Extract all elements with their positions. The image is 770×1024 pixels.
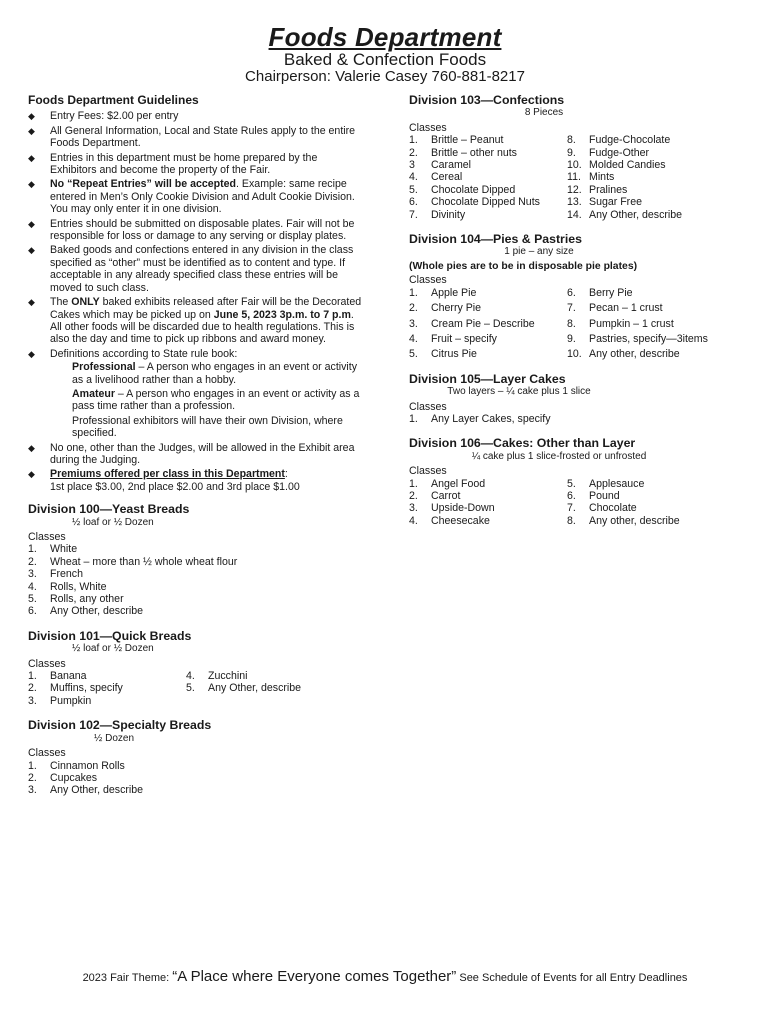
diamond-bullet-icon: ◆ bbox=[28, 348, 35, 359]
class-item bbox=[567, 209, 729, 221]
class-name: Any Other, describe bbox=[50, 605, 144, 618]
division-104 bbox=[409, 233, 729, 361]
class-item bbox=[28, 556, 364, 568]
division-title: Division 104—Pies & Pastries bbox=[409, 232, 582, 247]
class-number: 1. bbox=[409, 477, 418, 490]
class-item bbox=[567, 134, 729, 146]
class-number: 3. bbox=[409, 317, 418, 330]
class-item bbox=[567, 184, 729, 196]
class-item bbox=[186, 670, 364, 682]
class-item bbox=[28, 695, 186, 707]
division-note: ½ loaf or ½ Dozen bbox=[72, 643, 154, 655]
classes-label: Classes bbox=[409, 121, 447, 134]
class-name: White bbox=[50, 543, 78, 556]
guideline-item: ◆ Premiums offered per class in this Department: 1st place $3.00, 2nd place $2.00 and 3rd place $1.00 bbox=[28, 468, 300, 493]
class-list bbox=[28, 670, 364, 707]
class-number: 4. bbox=[186, 670, 195, 683]
class-number: 10. bbox=[567, 348, 582, 361]
definition-professional: Professional – A person who engages in an event or activity as a livelihood rather than a hobby. bbox=[72, 361, 358, 386]
class-item bbox=[28, 670, 186, 682]
class-number: 2. bbox=[409, 489, 418, 502]
class-item bbox=[567, 515, 729, 527]
division-note: ¼ cake plus 1 slice-frosted or unfrosted bbox=[471, 450, 647, 462]
footer-suffix: See Schedule of Events for all Entry Deadlines bbox=[456, 972, 688, 984]
classes-label: Classes bbox=[409, 274, 447, 287]
guideline-item: ◆ No one, other than the Judges, will be allowed in the Exhibit area during the Judging. bbox=[28, 441, 355, 466]
class-number: 5. bbox=[28, 593, 37, 606]
guideline-item: ◆ Entry Fees: $2.00 per entry bbox=[28, 110, 179, 123]
class-name: Wheat – more than ½ whole wheat flour bbox=[50, 555, 238, 568]
class-item bbox=[28, 760, 364, 772]
class-number: 7. bbox=[567, 502, 576, 515]
class-item bbox=[567, 302, 729, 314]
class-list bbox=[28, 543, 364, 617]
class-list bbox=[409, 287, 729, 361]
page-subtitle: Baked & Confection Foods bbox=[283, 50, 487, 69]
class-number: 4. bbox=[409, 171, 418, 184]
class-number: 8. bbox=[567, 514, 576, 527]
class-name: Any Other, describe bbox=[50, 784, 144, 797]
class-name: Pumpkin bbox=[50, 694, 92, 707]
class-item bbox=[567, 502, 729, 514]
class-item bbox=[567, 196, 729, 208]
division-100 bbox=[28, 503, 364, 618]
class-name: Citrus Pie bbox=[431, 348, 477, 361]
definitions bbox=[50, 361, 364, 439]
class-name: Brittle – other nuts bbox=[431, 146, 517, 159]
division-note: 1 pie – any size bbox=[504, 246, 574, 258]
classes-label: Classes bbox=[409, 465, 447, 478]
classes-label: Classes bbox=[409, 400, 447, 413]
class-item bbox=[567, 159, 729, 171]
class-item bbox=[409, 318, 567, 330]
diamond-bullet-icon: ◆ bbox=[28, 442, 35, 453]
class-number: 11. bbox=[567, 171, 581, 184]
class-name: Muffins, specify bbox=[50, 682, 123, 695]
class-number: 1. bbox=[409, 412, 418, 425]
class-item bbox=[409, 147, 567, 159]
class-item bbox=[28, 682, 186, 694]
division-note-bold: (Whole pies are to be in disposable pie plates) bbox=[409, 260, 638, 272]
class-name: Pecan – 1 crust bbox=[589, 302, 663, 315]
class-number: 6. bbox=[567, 286, 576, 299]
diamond-bullet-icon: ◆ bbox=[28, 125, 35, 136]
guideline-item: ◆ Entries should be submitted on disposable plates. Fair will not be responsible for loss or damage to any serving or display plates. bbox=[28, 217, 355, 243]
class-number: 5. bbox=[409, 183, 418, 196]
division-title: Division 106—Cakes: Other than Layer bbox=[409, 436, 636, 451]
class-name: Rolls, White bbox=[50, 580, 107, 593]
class-number: 2. bbox=[28, 771, 37, 784]
class-item bbox=[28, 581, 364, 593]
class-item bbox=[186, 682, 364, 694]
class-name: Caramel bbox=[431, 159, 472, 172]
guidelines-section bbox=[28, 94, 364, 493]
class-number: 6. bbox=[409, 196, 418, 209]
class-number: 5. bbox=[186, 682, 195, 695]
chairperson-line: Chairperson: Valerie Casey 760-881-8217 bbox=[245, 68, 525, 85]
division-note: Two layers – ¼ cake plus 1 slice bbox=[447, 386, 591, 398]
class-number: 4. bbox=[409, 332, 418, 345]
division-103 bbox=[409, 94, 729, 221]
class-item bbox=[28, 784, 364, 796]
class-name: Pumpkin – 1 crust bbox=[589, 317, 674, 330]
class-number: 1. bbox=[409, 286, 418, 299]
class-number: 5. bbox=[567, 477, 576, 490]
class-name: Brittle – Peanut bbox=[431, 134, 504, 147]
guideline-item: ◆ No “Repeat Entries” will be accepted. Example: same recipe entered in Men’s Only Cookie Division and Adult Cookie Division. You may only enter it in one division. bbox=[28, 178, 355, 216]
class-name: Mints bbox=[589, 171, 615, 184]
division-note: ½ Dozen bbox=[94, 732, 135, 744]
class-number: 6. bbox=[28, 605, 37, 618]
class-number: 3. bbox=[28, 694, 37, 707]
class-name: Any Other, describe bbox=[589, 208, 683, 221]
guideline-item: ◆ The ONLY baked exhibits released after Fair will be the Decorated Cakes which may be picked up on June 5, 2023 3p.m. to 7 p.m. All other foods will be discarded due to health regulations. This is also the day and time to pick up ribbons and award money. bbox=[28, 296, 362, 346]
class-number: 3 bbox=[409, 159, 415, 172]
class-item bbox=[567, 478, 729, 490]
division-title: Division 101—Quick Breads bbox=[28, 628, 192, 643]
footer-theme-quote: “A Place where Everyone comes Together” bbox=[172, 968, 457, 985]
class-item bbox=[28, 543, 364, 555]
class-number: 10. bbox=[567, 159, 582, 172]
class-name: Applesauce bbox=[589, 477, 645, 490]
class-item bbox=[409, 502, 567, 514]
definition-amateur: Amateur – A person who engages in an event or activity as a pass time rather than a profession. bbox=[72, 387, 360, 413]
class-item bbox=[567, 333, 729, 345]
class-item bbox=[567, 490, 729, 502]
class-number: 9. bbox=[567, 146, 576, 159]
classes-label: Classes bbox=[28, 531, 66, 543]
class-item bbox=[409, 490, 567, 502]
class-name: Fudge-Chocolate bbox=[589, 134, 671, 147]
class-item bbox=[409, 478, 567, 490]
class-item bbox=[409, 171, 567, 183]
class-name: Any Other, describe bbox=[208, 682, 302, 695]
guideline-item: ◆ Entries in this department must be home prepared by the Exhibitors and become the property of the Fair. bbox=[28, 151, 318, 177]
class-number: 7. bbox=[567, 302, 576, 315]
class-item bbox=[409, 287, 567, 299]
guidelines-title: Foods Department Guidelines bbox=[28, 93, 199, 107]
guidelines-list bbox=[28, 110, 364, 493]
class-name: Carrot bbox=[431, 489, 461, 502]
class-number: 3. bbox=[409, 502, 418, 515]
footer-prefix: 2023 Fair Theme: bbox=[82, 972, 173, 984]
class-name: Cheesecake bbox=[431, 514, 490, 527]
class-name: Cherry Pie bbox=[431, 302, 482, 315]
class-item bbox=[409, 134, 567, 146]
class-number: 7. bbox=[409, 208, 418, 221]
diamond-bullet-icon: ◆ bbox=[28, 469, 35, 480]
class-item bbox=[409, 159, 567, 171]
class-name: Molded Candies bbox=[589, 159, 666, 172]
division-105 bbox=[409, 373, 729, 426]
class-name: Cream Pie – Describe bbox=[431, 317, 535, 330]
class-name: Pralines bbox=[589, 183, 628, 196]
class-name: Any other, describe bbox=[589, 514, 680, 527]
class-item bbox=[409, 515, 567, 527]
professional-note: Professional exhibitors will have their own Division, where specified. bbox=[72, 414, 343, 440]
class-name: Angel Food bbox=[431, 477, 486, 490]
class-number: 4. bbox=[409, 514, 418, 527]
page-title: Foods Department bbox=[268, 22, 502, 52]
class-name: Banana bbox=[50, 670, 87, 683]
class-name: Cinnamon Rolls bbox=[50, 759, 125, 772]
diamond-bullet-icon: ◆ bbox=[28, 297, 35, 308]
class-item bbox=[409, 413, 729, 425]
class-number: 4. bbox=[28, 580, 37, 593]
class-number: 6. bbox=[567, 489, 576, 502]
class-name: Upside-Down bbox=[431, 502, 495, 515]
class-number: 1. bbox=[28, 543, 37, 556]
class-name: Chocolate Dipped bbox=[431, 183, 516, 196]
right-column bbox=[409, 94, 729, 539]
class-item bbox=[409, 348, 567, 360]
class-name: Fruit – specify bbox=[431, 332, 497, 345]
division-101 bbox=[28, 630, 364, 707]
class-number: 3. bbox=[28, 568, 37, 581]
class-item bbox=[409, 209, 567, 221]
division-102 bbox=[28, 719, 364, 796]
class-name: Berry Pie bbox=[589, 286, 633, 299]
class-item bbox=[567, 348, 729, 360]
class-number: 2. bbox=[409, 146, 418, 159]
class-number: 2. bbox=[409, 302, 418, 315]
class-name: Pastries, specify—3items bbox=[589, 332, 708, 345]
class-item bbox=[567, 287, 729, 299]
class-item bbox=[567, 171, 729, 183]
guideline-item: ◆ Baked goods and confections entered in any division in the class specified as “other” must be identified as to content and type. If acceptable in any already specified class these entries will be moved to such class. bbox=[28, 244, 354, 294]
class-number: 1. bbox=[409, 134, 418, 147]
class-item bbox=[28, 593, 364, 605]
division-title: Division 102—Specialty Breads bbox=[28, 718, 212, 733]
class-item bbox=[409, 333, 567, 345]
class-item bbox=[409, 184, 567, 196]
guideline-item: ◆ All General Information, Local and State Rules apply to the entire Foods Department. bbox=[28, 124, 356, 150]
division-title: Division 100—Yeast Breads bbox=[28, 502, 190, 517]
class-item bbox=[28, 568, 364, 580]
class-name: Apple Pie bbox=[431, 286, 477, 299]
diamond-bullet-icon: ◆ bbox=[28, 218, 35, 229]
class-name: Rolls, any other bbox=[50, 593, 124, 606]
class-name: Divinity bbox=[431, 208, 466, 221]
class-name: Sugar Free bbox=[589, 196, 642, 209]
class-name: Any other, describe bbox=[589, 348, 680, 361]
class-name: Chocolate bbox=[589, 502, 637, 515]
class-name: Fudge-Other bbox=[589, 146, 650, 159]
class-name: Pound bbox=[589, 489, 620, 502]
diamond-bullet-icon: ◆ bbox=[28, 111, 35, 122]
diamond-bullet-icon: ◆ bbox=[28, 245, 35, 256]
class-number: 1. bbox=[28, 670, 37, 683]
class-name: French bbox=[50, 568, 83, 581]
diamond-bullet-icon: ◆ bbox=[28, 179, 35, 190]
classes-label: Classes bbox=[28, 747, 66, 760]
class-list bbox=[28, 760, 364, 797]
left-column bbox=[28, 94, 364, 809]
class-number: 2. bbox=[28, 682, 37, 695]
class-name: Chocolate Dipped Nuts bbox=[431, 196, 540, 209]
class-number: 13. bbox=[567, 196, 582, 209]
class-item bbox=[28, 772, 364, 784]
class-item bbox=[409, 302, 567, 314]
division-note: ½ loaf or ½ Dozen bbox=[72, 516, 154, 528]
class-list bbox=[409, 413, 729, 425]
class-number: 3. bbox=[28, 784, 37, 797]
class-number: 8. bbox=[567, 317, 576, 330]
class-name: Any Layer Cakes, specify bbox=[431, 412, 551, 425]
division-title: Division 103—Confections bbox=[409, 93, 565, 107]
class-name: Cupcakes bbox=[50, 771, 98, 784]
class-number: 14. bbox=[567, 208, 582, 221]
class-number: 5. bbox=[409, 348, 418, 361]
class-number: 8. bbox=[567, 134, 576, 147]
class-number: 12. bbox=[567, 183, 582, 196]
class-list bbox=[409, 478, 729, 528]
class-item bbox=[567, 147, 729, 159]
class-number: 2. bbox=[28, 555, 37, 568]
diamond-bullet-icon: ◆ bbox=[28, 152, 35, 163]
guideline-item: ◆ Definitions according to State rule book: Professional – A person who engages in an event or activity as a livelihood rather than a hobby. Amateur – A person who engages in an event or activity as a pass time rather than a profession. Professional exhibitors will have their own Division, where specified. bbox=[28, 348, 364, 440]
class-number: 9. bbox=[567, 332, 576, 345]
classes-label: Classes bbox=[28, 657, 66, 670]
class-list bbox=[409, 134, 729, 221]
division-title: Division 105—Layer Cakes bbox=[409, 371, 566, 386]
class-name: Cereal bbox=[431, 171, 463, 184]
class-name: Zucchini bbox=[208, 670, 248, 683]
class-item bbox=[567, 318, 729, 330]
class-number: 1. bbox=[28, 759, 37, 772]
class-item bbox=[28, 605, 364, 617]
division-note: 8 Pieces bbox=[524, 107, 564, 119]
footer-theme bbox=[0, 968, 770, 985]
class-item bbox=[409, 196, 567, 208]
division-106 bbox=[409, 437, 729, 527]
